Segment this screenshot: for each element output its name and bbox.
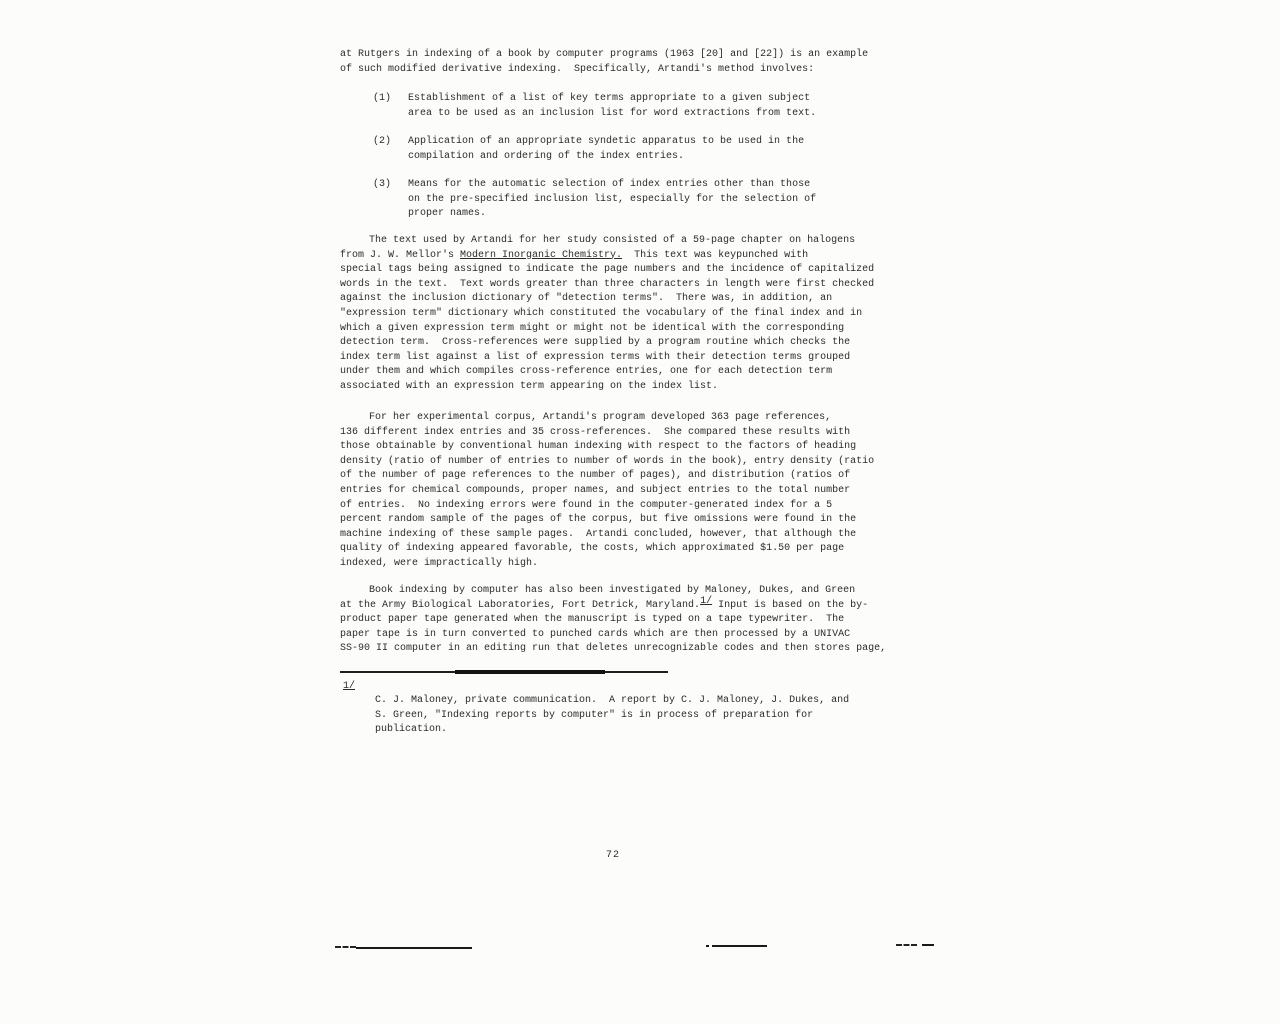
footnote-separator-heavy-segment (455, 670, 605, 674)
text-line: associated with an expression term appearing on the index list. (340, 380, 719, 392)
page-number: 72 (605, 850, 620, 861)
paragraph-artandi-results (340, 411, 874, 572)
text-line: words in the text. Text words greater than three characters in length were first checked (340, 278, 875, 290)
text-line: at Rutgers in indexing of a book by computer programs (1963 [20] and [22]) is an example (340, 49, 869, 60)
text-segment: from J. W. Mellor's (340, 249, 461, 261)
text-line: Means for the automatic selection of index entries other than those (408, 179, 811, 190)
text-line: on the pre-specified inclusion list, especially for the selection of (408, 193, 817, 205)
text-line: detection term. Cross-references were supplied by a program routine which checks the (340, 337, 851, 349)
text-line: proper names. (408, 208, 487, 220)
text-line: compilation and ordering of the index entries. (408, 150, 685, 162)
text-line (340, 596, 886, 614)
footnote-marker: 1/ (343, 681, 356, 692)
list-item-2 (340, 135, 804, 164)
book-title-underlined: Modern Inorganic Chemistry. (460, 249, 623, 261)
text-line: Application of an appropriate syndetic apparatus to be used in the (408, 136, 805, 147)
list-marker: (1) (373, 93, 392, 104)
text-line: of entries. No indexing errors were found in the computer-generated index for a 5 (340, 499, 833, 511)
text-line: of the number of page references to the number of pages), and distribution (ratios of (340, 470, 851, 482)
paragraph-maloney (340, 584, 886, 657)
footnote-line: C. J. Maloney, private communication. A report by C. J. Maloney, J. Dukes, and (375, 695, 850, 706)
text-line: The text used by Artandi for her study consisted of a 59-page chapter on halogens (369, 235, 856, 246)
scan-artifact-dashes-left (335, 946, 356, 948)
text-line: area to be used as an inclusion list for word extractions from text. (408, 107, 817, 119)
text-line: special tags being assigned to indicate the page numbers and the incidence of capitalized (340, 264, 875, 276)
paragraph-artandi-study (340, 234, 874, 395)
text-line: which a given expression term might or might not be identical with the corresponding (340, 322, 845, 334)
scan-artifact-dashes-right (896, 944, 917, 946)
list-item-1 (340, 92, 816, 121)
text-line: percent random sample of the pages of the corpus, but five omissions were found in the (340, 514, 857, 526)
text-line: against the inclusion dictionary of "detection terms". There was, in addition, an (340, 293, 833, 305)
text-line: "expression term" dictionary which constituted the vocabulary of the final index and in (340, 307, 863, 319)
text-line: entries for chemical compounds, proper names, and subject entries to the total number (340, 484, 851, 496)
list-item-text (408, 92, 816, 121)
scan-artifact-line-middle (712, 945, 767, 947)
scan-artifact-line-left (356, 947, 472, 949)
footnote (375, 694, 849, 738)
list-marker: (3) (373, 179, 392, 190)
text-line: indexed, were impractically high. (340, 557, 539, 569)
text-line: Book indexing by computer has also been investigated by Maloney, Dukes, and Green (369, 585, 856, 596)
text-line: product paper tape generated when the manuscript is typed on a tape typewriter. The (340, 614, 845, 626)
text-line: For her experimental corpus, Artandi's program developed 363 page references, (369, 412, 832, 423)
text-line: 136 different index entries and 35 cross-references. She compared these results with (340, 426, 851, 438)
text-line: SS-90 II computer in an editing run that deletes unrecognizable codes and then stores page, (340, 643, 887, 655)
list-marker: (2) (373, 136, 392, 147)
intro-paragraph (340, 48, 868, 77)
text-line: quality of indexing appeared favorable, the costs, which approximated $1.50 per page (340, 543, 845, 555)
scan-artifact-line-right (922, 944, 934, 946)
text-line (340, 249, 874, 264)
list-item-text (408, 178, 816, 222)
text-line: under them and which compiles cross-reference entries, one for each detection term (340, 366, 833, 378)
text-line: index term list against a list of expression terms with their detection terms grouped (340, 351, 851, 363)
text-line: Establishment of a list of key terms appropriate to a given subject (408, 93, 811, 104)
text-line: of such modified derivative indexing. Specifically, Artandi's method involves: (340, 63, 815, 75)
text-line: paper tape is in turn converted to punched cards which are then processed by a UNIVAC (340, 628, 851, 640)
list-item-3 (340, 178, 816, 222)
footnote-reference-mark: 1/ (700, 596, 713, 608)
list-item-text (408, 135, 804, 164)
footnote-line: publication. (375, 724, 448, 736)
text-line: those obtainable by conventional human indexing with respect to the factors of heading (340, 441, 857, 453)
text-line: density (ratio of number of entries to number of words in the book), entry density (ratio (340, 455, 875, 467)
text-segment: This text was keypunched with (622, 249, 809, 261)
text-segment: Input is based on the by- (712, 599, 869, 611)
scan-artifact-dot-middle (706, 945, 709, 947)
text-segment: at the Army Biological Laboratories, Fort Detrick, Maryland. (340, 599, 701, 611)
text-line: machine indexing of these sample pages. Artandi concluded, however, that although the (340, 528, 857, 540)
footnote-line: S. Green, "Indexing reports by computer" is in process of preparation for (375, 709, 814, 721)
